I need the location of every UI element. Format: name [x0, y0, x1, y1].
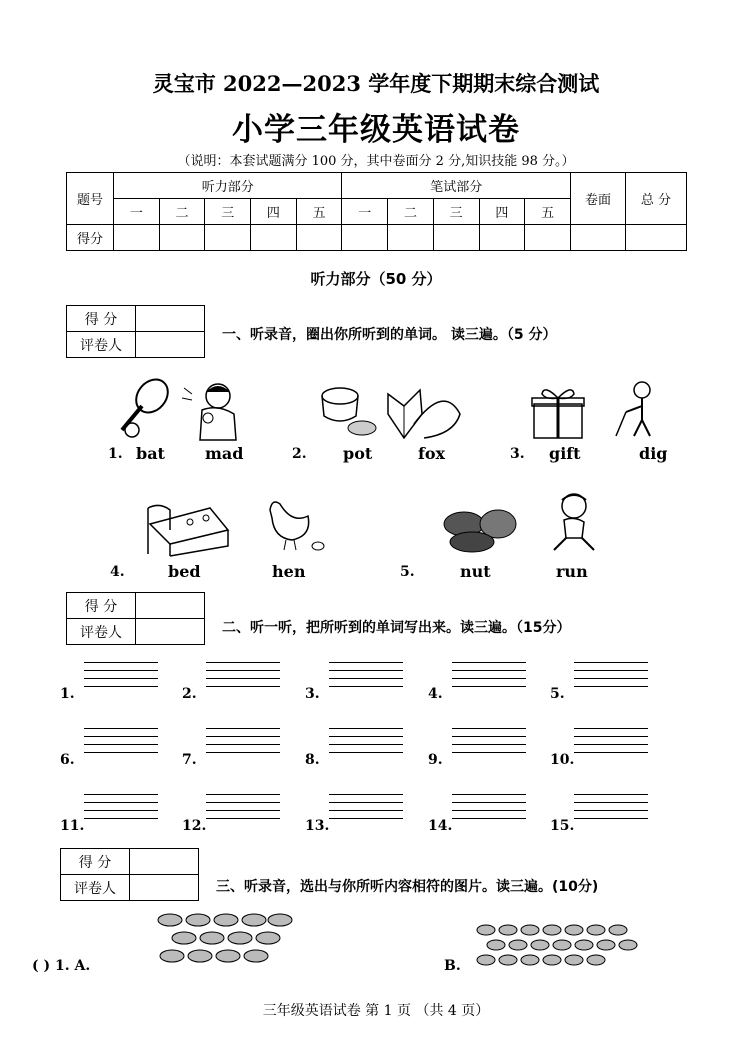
- q2-item-number: 4.: [428, 686, 443, 702]
- digging-boy-picture: [612, 378, 662, 440]
- q1-word[interactable]: mad: [205, 444, 244, 463]
- grade-reviewer-label: 评卷人: [67, 619, 136, 645]
- hen-picture: [262, 496, 328, 552]
- q2-title: 二、听一听，把所听到的单词写出来。读三遍。（15分）: [222, 620, 571, 636]
- score-cell[interactable]: [114, 225, 160, 251]
- grade-reviewer-cell[interactable]: [136, 332, 205, 358]
- hats-picture-a: [148, 910, 298, 968]
- pot-picture: [316, 382, 378, 440]
- q1-word[interactable]: bed: [168, 562, 201, 581]
- q1-item-number: 4.: [110, 564, 125, 580]
- q2-writing-lines[interactable]: [329, 728, 403, 754]
- q2-writing-lines[interactable]: [206, 794, 280, 820]
- q1-word[interactable]: fox: [418, 444, 446, 463]
- q2-writing-lines[interactable]: [574, 728, 648, 754]
- score-cell[interactable]: [342, 225, 388, 251]
- score-col: 二: [159, 199, 205, 225]
- q1-word[interactable]: pot: [343, 444, 373, 463]
- q2-item-number: 12.: [182, 818, 207, 834]
- q2-item-number: 14.: [428, 818, 453, 834]
- q2-writing-lines[interactable]: [452, 794, 526, 820]
- q3-option-b[interactable]: B.: [444, 958, 461, 974]
- grade-box-q1: [66, 305, 205, 358]
- q1-word[interactable]: hen: [272, 562, 306, 581]
- q2-item-number: 11.: [60, 818, 85, 834]
- q2-writing-lines[interactable]: [574, 662, 648, 688]
- racket-picture: [112, 378, 172, 442]
- q1-word[interactable]: gift: [549, 444, 581, 463]
- q2-writing-lines[interactable]: [452, 728, 526, 754]
- grade-reviewer-label: 评卷人: [67, 332, 136, 358]
- score-col: 二: [388, 199, 434, 225]
- q2-item-number: 5.: [550, 686, 565, 702]
- grade-reviewer-cell[interactable]: [136, 619, 205, 645]
- score-table-writing: 笔试部分: [342, 173, 571, 199]
- q2-item-number: 3.: [305, 686, 320, 702]
- score-cell[interactable]: [433, 225, 479, 251]
- score-col: 三: [205, 199, 251, 225]
- fox-picture: [384, 384, 464, 440]
- score-cell[interactable]: [251, 225, 297, 251]
- score-col: 四: [479, 199, 525, 225]
- hats-picture-b: [466, 922, 646, 968]
- listening-section-title: 听力部分（50 分）: [310, 270, 442, 288]
- grade-score-cell[interactable]: [136, 306, 205, 332]
- page-footer: 三年级英语试卷 第 1 页 （共 4 页）: [262, 1003, 490, 1019]
- grade-reviewer-label: 评卷人: [61, 875, 130, 901]
- grade-score-label: 得 分: [67, 593, 136, 619]
- q1-title: 一、听录音，圈出你所听到的单词。 读三遍。（5 分）: [222, 327, 557, 343]
- exam-title-line1: 灵宝市 2022—2023 学年度下期期末综合测试: [152, 71, 600, 96]
- score-cell[interactable]: [205, 225, 251, 251]
- q2-item-number: 8.: [305, 752, 320, 768]
- exam-note: （说明：本套试题满分 100 分，其中卷面分 2 分,知识技能 98 分。）: [177, 154, 575, 169]
- q2-writing-lines[interactable]: [574, 794, 648, 820]
- gift-picture: [530, 382, 586, 440]
- q3-title: 三、听录音，选出与你所听内容相符的图片。读三遍。(10分): [216, 879, 599, 895]
- q2-writing-lines[interactable]: [452, 662, 526, 688]
- q2-item-number: 13.: [305, 818, 330, 834]
- score-table-total: 总 分: [626, 173, 687, 225]
- q1-word[interactable]: run: [556, 562, 588, 581]
- running-boy-picture: [544, 490, 602, 554]
- q2-item-number: 15.: [550, 818, 575, 834]
- score-cell[interactable]: [525, 225, 571, 251]
- q2-writing-lines[interactable]: [329, 662, 403, 688]
- q2-writing-lines[interactable]: [206, 728, 280, 754]
- score-cell[interactable]: [159, 225, 205, 251]
- q2-writing-lines[interactable]: [329, 794, 403, 820]
- q2-item-number: 1.: [60, 686, 75, 702]
- q2-item-number: 6.: [60, 752, 75, 768]
- q1-word[interactable]: dig: [639, 444, 668, 463]
- score-col: 五: [525, 199, 571, 225]
- grade-reviewer-cell[interactable]: [130, 875, 199, 901]
- q1-item-number: 2.: [292, 446, 307, 462]
- grade-score-label: 得 分: [67, 306, 136, 332]
- q1-item-number: 5.: [400, 564, 415, 580]
- grade-score-cell[interactable]: [136, 593, 205, 619]
- score-cell[interactable]: [479, 225, 525, 251]
- q2-item-number: 9.: [428, 752, 443, 768]
- score-col: 一: [342, 199, 388, 225]
- nuts-picture: [438, 506, 520, 552]
- score-table-neat: 卷面: [571, 173, 626, 225]
- score-row-label: 得分: [67, 225, 114, 251]
- angry-man-picture: [180, 380, 242, 442]
- q2-writing-lines[interactable]: [84, 728, 158, 754]
- score-cell[interactable]: [571, 225, 626, 251]
- q3-item-label[interactable]: ( ) 1. A.: [32, 958, 91, 974]
- score-cell[interactable]: [626, 225, 687, 251]
- score-table-listening: 听力部分: [114, 173, 342, 199]
- q1-word[interactable]: nut: [460, 562, 491, 581]
- q2-item-number: 7.: [182, 752, 197, 768]
- q2-writing-lines[interactable]: [84, 662, 158, 688]
- q2-writing-lines[interactable]: [206, 662, 280, 688]
- q1-item-number: 3.: [510, 446, 525, 462]
- q2-writing-lines[interactable]: [84, 794, 158, 820]
- score-col: 一: [114, 199, 160, 225]
- grade-score-label: 得 分: [61, 849, 130, 875]
- q1-word[interactable]: bat: [136, 444, 165, 463]
- score-table: [66, 172, 687, 251]
- grade-score-cell[interactable]: [130, 849, 199, 875]
- q2-item-number: 2.: [182, 686, 197, 702]
- score-table-title-label: 题号: [67, 173, 114, 225]
- grade-box-q2: [66, 592, 205, 645]
- score-col: 三: [433, 199, 479, 225]
- score-col: 五: [296, 199, 342, 225]
- q1-item-number: 1.: [108, 446, 123, 462]
- bed-picture: [140, 500, 232, 558]
- exam-title-line2: 小学三年级英语试卷: [232, 112, 520, 148]
- score-cell[interactable]: [296, 225, 342, 251]
- score-col: 四: [251, 199, 297, 225]
- grade-box-q3: [60, 848, 199, 901]
- q2-item-number: 10.: [550, 752, 575, 768]
- score-cell[interactable]: [388, 225, 434, 251]
